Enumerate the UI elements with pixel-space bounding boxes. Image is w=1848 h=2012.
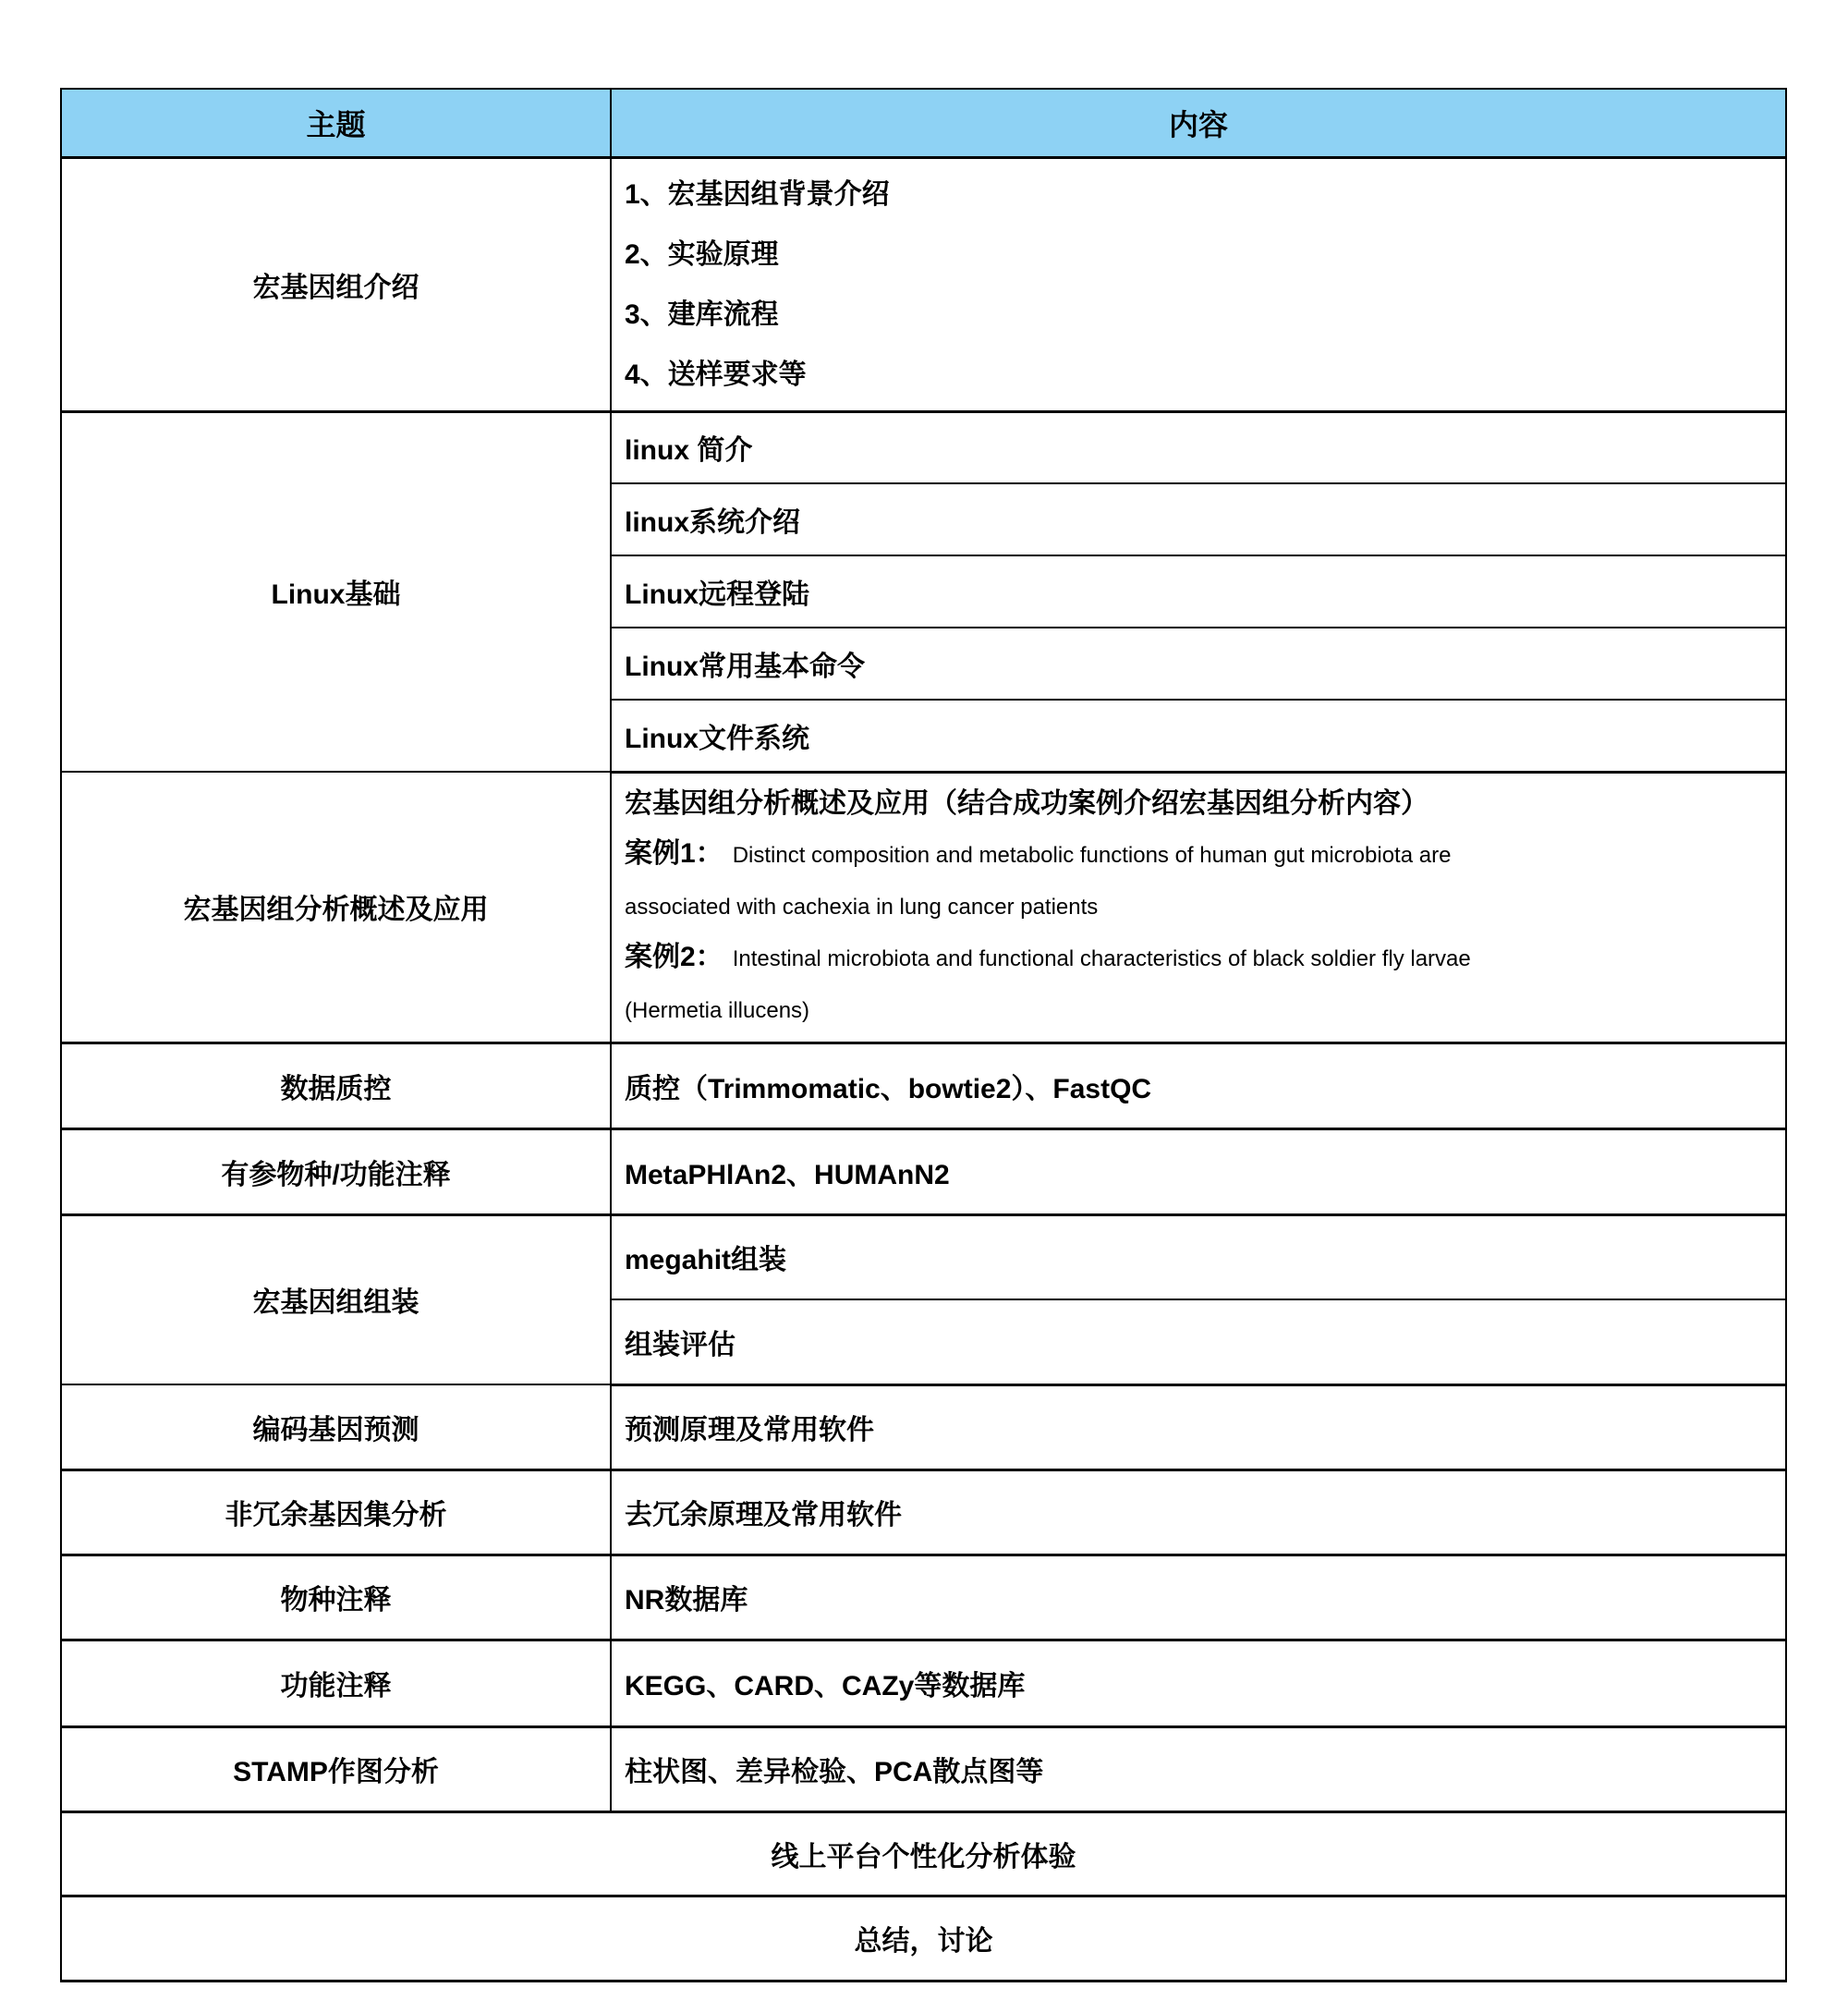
topic-qc: 数据质控 [61,1043,611,1128]
content-linux-item: linux系统介绍 [611,483,1786,555]
topic-ref-annotation: 有参物种/功能注释 [61,1128,611,1214]
content-gene-prediction: 预测原理及常用软件 [611,1384,1786,1469]
content-intro [611,157,1786,411]
table-row [61,1214,1786,1299]
table-row [61,1726,1786,1811]
case1-text-cont: associated with cachexia in lung cancer patients [625,894,1099,920]
content-taxonomy-annotation: NR数据库 [611,1555,1786,1640]
content-linux-item: Linux文件系统 [611,700,1786,772]
col-header-topic: 主题 [61,89,611,157]
table-row [61,1384,1786,1469]
case2-text: Intestinal microbiota and functional characteristics of black soldier fly larvae [732,945,1471,971]
content-linux-item: Linux远程登陆 [611,555,1786,628]
table-row [61,1896,1786,1981]
topic-function-annotation: 功能注释 [61,1640,611,1726]
topic-linux: Linux基础 [61,411,611,772]
topic-gene-prediction: 编码基因预测 [61,1384,611,1469]
table-row [61,1555,1786,1640]
table-row [61,1640,1786,1726]
intro-item: 2、实验原理 [625,238,779,270]
course-schedule-table [60,88,1787,1982]
topic-stamp: STAMP作图分析 [61,1726,611,1811]
content-linux-item: Linux常用基本命令 [611,628,1786,700]
overview-case1-line2 [625,881,1772,933]
table-row [61,772,1786,1043]
table-row [61,1469,1786,1555]
intro-item: 1、宏基因组背景介绍 [625,178,890,210]
topic-overview: 宏基因组分析概述及应用 [61,772,611,1043]
case2-label: 案例2： [625,941,723,972]
table-row [61,157,1786,411]
header-row [61,89,1786,157]
content-overview [611,772,1786,1043]
content-assembly-item: megahit组装 [611,1214,1786,1299]
table-row [61,411,1786,483]
case2-text-cont: (Hermetia illucens) [625,997,810,1023]
topic-taxonomy-annotation: 物种注释 [61,1555,611,1640]
content-summary: 总结，讨论 [61,1896,1786,1981]
overview-case1-line1 [625,829,1772,881]
topic-intro: 宏基因组介绍 [61,157,611,411]
intro-item: 3、建库流程 [625,299,779,330]
topic-assembly: 宏基因组组装 [61,1214,611,1384]
content-qc: 质控（Trimmomatic、bowtie2）、FastQC [611,1043,1786,1128]
content-ref-annotation: MetaPHlAn2、HUMAnN2 [611,1128,1786,1214]
overview-summary-line: 宏基因组分析概述及应用（结合成功案例介绍宏基因组分析内容） [625,787,1429,819]
case1-label: 案例1： [625,837,723,869]
intro-item: 4、送样要求等 [625,359,807,390]
case1-text: Distinct composition and metabolic functions of human gut microbiota are [732,842,1452,868]
content-linux-item: linux 简介 [611,411,1786,483]
table-row [61,1043,1786,1128]
content-online-platform: 线上平台个性化分析体验 [61,1811,1786,1896]
table-row [61,1811,1786,1896]
col-header-content: 内容 [611,89,1786,157]
topic-nr-gene-set: 非冗余基因集分析 [61,1469,611,1555]
overview-case2-line1 [625,933,1772,984]
table-row [61,1128,1786,1214]
content-function-annotation: KEGG、CARD、CAZy等数据库 [611,1640,1786,1726]
content-stamp: 柱状图、差异检验、PCA散点图等 [611,1726,1786,1811]
overview-case2-line2 [625,984,1772,1036]
content-nr-gene-set: 去冗余原理及常用软件 [611,1469,1786,1555]
content-assembly-item: 组装评估 [611,1299,1786,1384]
